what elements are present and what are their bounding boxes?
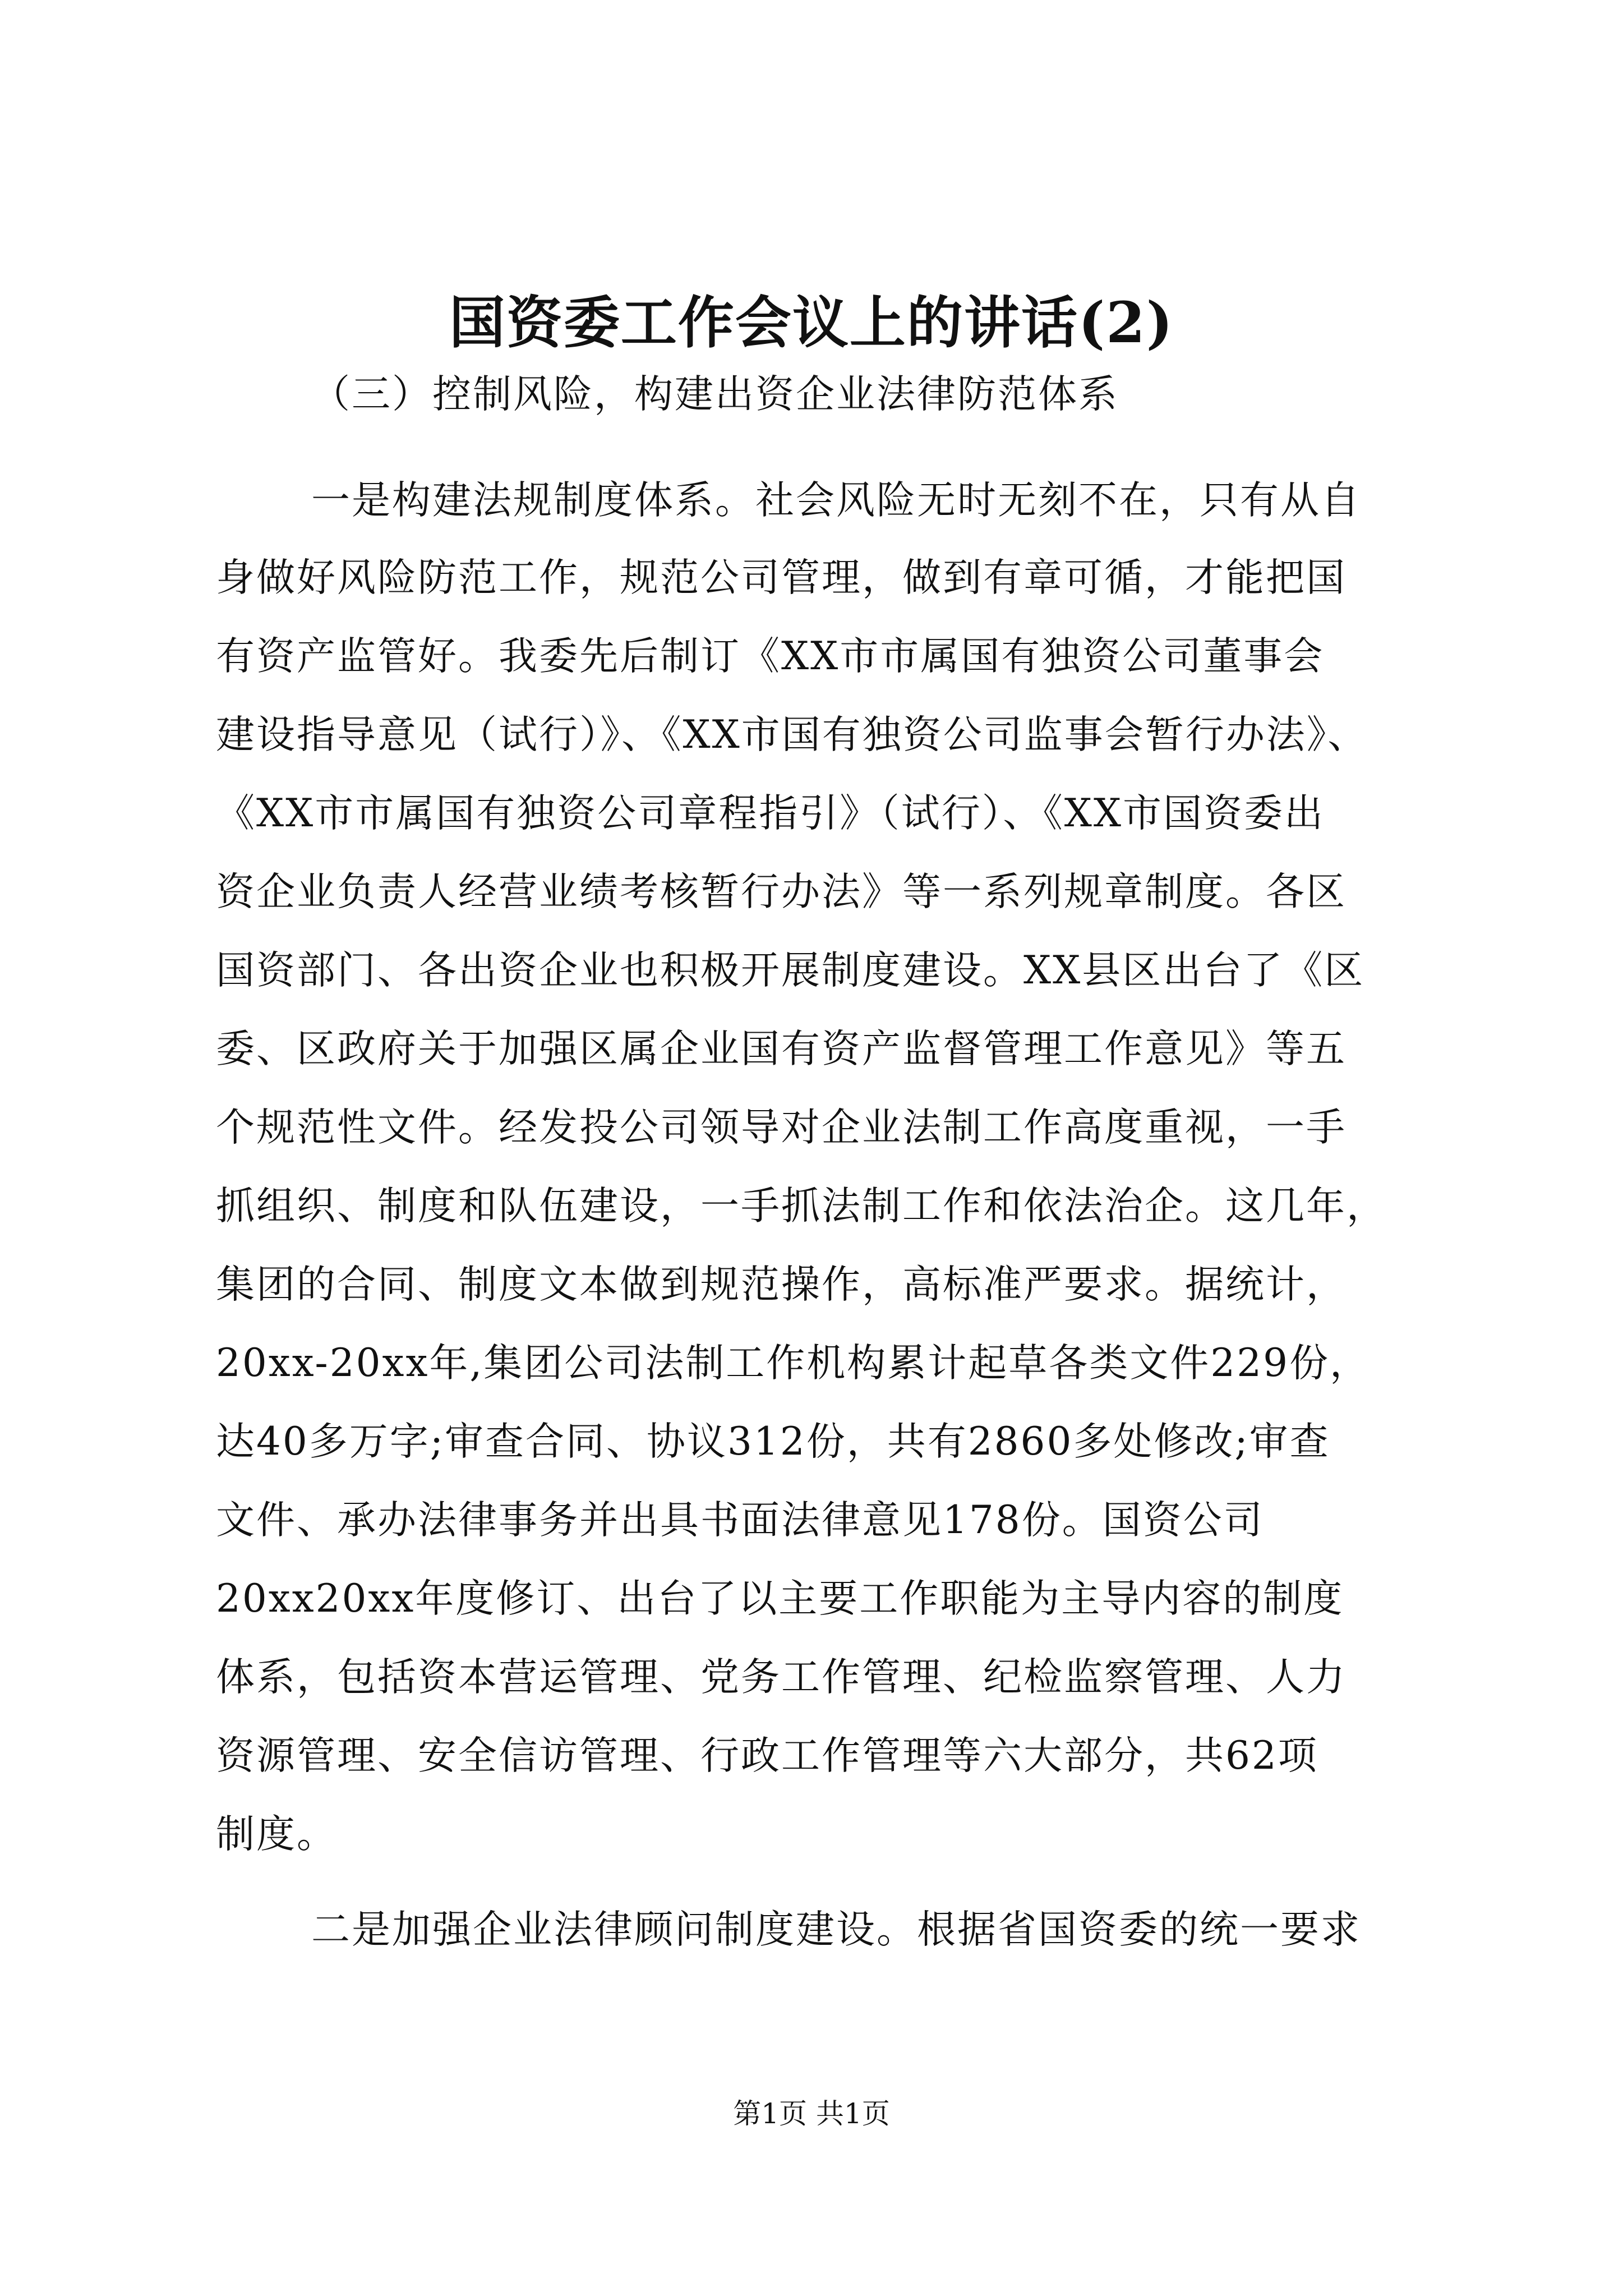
document-title: 国资委工作会议上的讲话(2) xyxy=(449,289,1174,356)
paragraph-line: 抓组织、制度和队伍建设，一手抓法制工作和依法治企。这几年， xyxy=(216,1184,1387,1228)
paragraph-line: 个规范性文件。经发投公司领导对企业法制工作高度重视，一手 xyxy=(216,1105,1347,1150)
paragraph-line: 二是加强企业法律顾问制度建设。根据省国资委的统一要求 xyxy=(311,1907,1361,1952)
paragraph-line: 资企业负责人经营业绩考核暂行办法》等一系列规章制度。各区 xyxy=(216,869,1347,914)
paragraph-line: 20xx-20xx年,集团公司法制工作机构累计起草各类文件229份， xyxy=(216,1341,1370,1386)
paragraph-line: 文件、承办法律事务并出具书面法律意见178份。国资公司 xyxy=(216,1498,1264,1543)
paragraph-line: 建设指导意见（试行）》、《XX市国有独资公司监事会暂行办法》、 xyxy=(216,712,1368,757)
paragraph-line: 体系，包括资本营运管理、党务工作管理、纪检监察管理、人力 xyxy=(216,1655,1347,1700)
paragraph-line: 制度。 xyxy=(216,1812,337,1857)
section-heading: （三）控制风险，构建出资企业法律防范体系 xyxy=(311,372,1119,417)
paragraph-line: 集团的合同、制度文本做到规范操作，高标准严要求。据统计， xyxy=(216,1262,1347,1307)
paragraph-line: 有资产监管好。我委先后制订《XX市市属国有独资公司董事会 xyxy=(216,634,1325,679)
paragraph-line: 国资部门、各出资企业也积极开展制度建设。XX县区出台了《区 xyxy=(216,948,1365,993)
paragraph-line: 达40多万字;审查合同、协议312份，共有2860多处修改;审查 xyxy=(216,1419,1330,1464)
paragraph-line: 资源管理、安全信访管理、行政工作管理等六大部分，共62项 xyxy=(216,1733,1318,1778)
paragraph-line: 《XX市市属国有独资公司章程指引》（试行）、《XX市国资委出 xyxy=(216,791,1325,836)
paragraph-line: 一是构建法规制度体系。社会风险无时无刻不在，只有从自 xyxy=(311,478,1361,523)
paragraph-line: 20xx20xx年度修订、出台了以主要工作职能为主导内容的制度 xyxy=(216,1576,1344,1621)
page-footer: 第1页 共1页 xyxy=(733,2097,890,2130)
paragraph-line: 身做好风险防范工作，规范公司管理，做到有章可循，才能把国 xyxy=(216,555,1347,600)
paragraph-line: 委、区政府关于加强区属企业国有资产监督管理工作意见》等五 xyxy=(216,1027,1347,1071)
